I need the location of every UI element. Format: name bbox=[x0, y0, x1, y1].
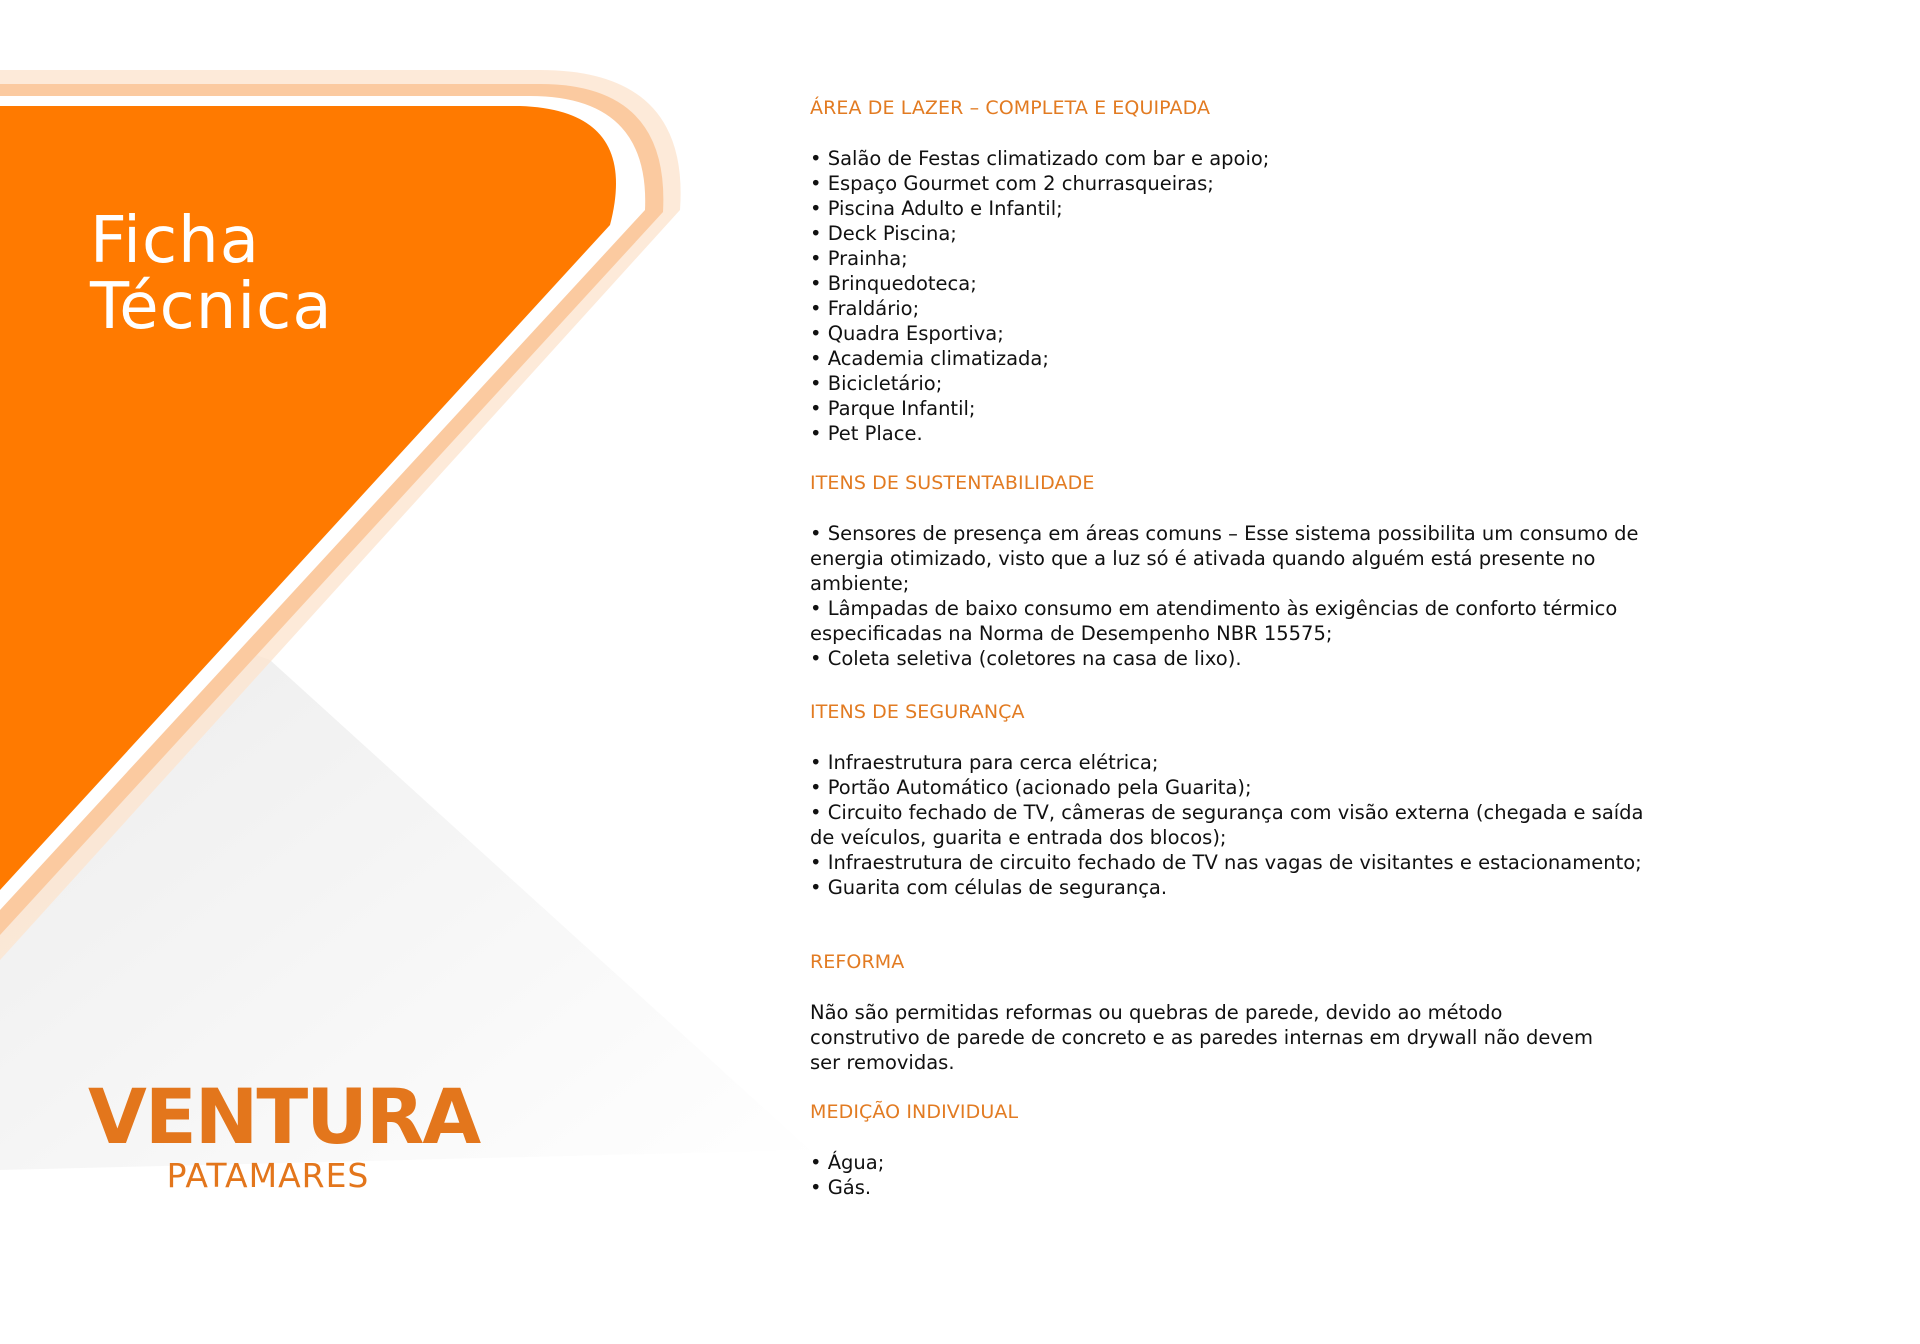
list-item: • Deck Piscina; bbox=[810, 222, 957, 245]
leisure-list bbox=[810, 146, 1660, 446]
section-security bbox=[810, 700, 1660, 900]
list-item: • Salão de Festas climatizado com bar e apoio; bbox=[810, 147, 1270, 170]
cover-title-line1: Ficha bbox=[90, 204, 260, 278]
list-item: • Fraldário; bbox=[810, 297, 920, 320]
list-item: • Quadra Esportiva; bbox=[810, 322, 1004, 345]
cover-title bbox=[90, 204, 333, 344]
list-item: • Pet Place. bbox=[810, 422, 923, 445]
technical-sheet-content bbox=[810, 96, 1660, 1200]
list-item: • Bicicletário; bbox=[810, 372, 943, 395]
list-item: • Piscina Adulto e Infantil; bbox=[810, 197, 1063, 220]
list-item: • Gás. bbox=[810, 1176, 872, 1199]
list-item: • Guarita com células de segurança. bbox=[810, 876, 1168, 899]
list-item: • Infraestrutura para cerca elétrica; bbox=[810, 751, 1159, 774]
list-item: • Brinquedoteca; bbox=[810, 272, 977, 295]
list-item: • Lâmpadas de baixo consumo em atendimento às exigências de conforto térmico especificadas na Norma de Desempenho NBR 15575; bbox=[810, 597, 1618, 645]
sustainability-list bbox=[810, 521, 1660, 671]
section-title-sustainability: ITENS DE SUSTENTABILIDADE bbox=[810, 472, 1095, 494]
section-title-metering: MEDIÇÃO INDIVIDUAL bbox=[810, 1101, 1019, 1123]
brand-name: VENTURA bbox=[88, 1072, 480, 1161]
security-list bbox=[810, 750, 1660, 900]
section-sustainability bbox=[810, 471, 1660, 671]
brand-logo bbox=[88, 1072, 480, 1195]
cover-title-line2: Técnica bbox=[90, 270, 333, 344]
list-item: • Coleta seletiva (coletores na casa de lixo). bbox=[810, 647, 1242, 670]
section-title-leisure: ÁREA DE LAZER – COMPLETA E EQUIPADA bbox=[810, 97, 1211, 119]
list-item: • Academia climatizada; bbox=[810, 347, 1049, 370]
renovation-text: Não são permitidas reformas ou quebras de parede, devido ao método construtivo de parede de concreto e as paredes internas em drywall não devem ser removidas. bbox=[810, 1001, 1593, 1074]
list-item: • Água; bbox=[810, 1151, 885, 1174]
section-title-security: ITENS DE SEGURANÇA bbox=[810, 701, 1025, 723]
list-item: • Sensores de presença em áreas comuns – Esse sistema possibilita um consumo de energia otimizado, visto que a luz só é ativada quando alguém está presente no ambiente; bbox=[810, 522, 1639, 595]
list-item: • Prainha; bbox=[810, 247, 908, 270]
list-item: • Espaço Gourmet com 2 churrasqueiras; bbox=[810, 172, 1214, 195]
section-title-renovation: REFORMA bbox=[810, 951, 905, 973]
brand-subtitle: PATAMARES bbox=[166, 1156, 370, 1195]
list-item: • Portão Automático (acionado pela Guarita); bbox=[810, 776, 1252, 799]
list-item: • Infraestrutura de circuito fechado de TV nas vagas de visitantes e estacionamento; bbox=[810, 851, 1642, 874]
section-leisure-area bbox=[810, 96, 1660, 446]
metering-list bbox=[810, 1150, 1660, 1200]
list-item: • Circuito fechado de TV, câmeras de segurança com visão externa (chegada e saída de veículos, guarita e entrada dos blocos); bbox=[810, 801, 1644, 849]
section-individual-metering bbox=[810, 1100, 1660, 1200]
list-item: • Parque Infantil; bbox=[810, 397, 976, 420]
section-renovation bbox=[810, 950, 1660, 1075]
